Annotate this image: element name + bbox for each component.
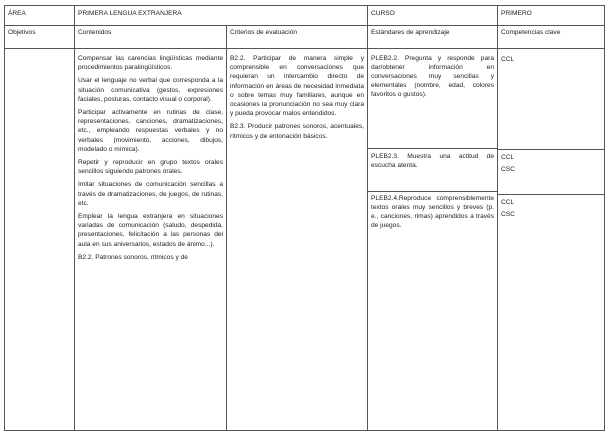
contenido-item: Usar el lenguaje no verbal que corresponda a la situación comunicativa (gestos, expresiones faciales, posturas, contacto visual o corporal). [78,77,223,103]
competencia-code: CSC [501,211,515,218]
competencia-group [498,54,604,150]
contenidos-cell [75,49,227,431]
area-label: ÁREA [5,6,75,26]
criterio-item: B2.3. Producir patrones sonoros, acentuales, rítmicos y de entonación básicos. [230,123,365,140]
estandares-cell [368,49,498,431]
competencia-code: CCL [501,56,515,63]
contenido-item: Imitar situaciones de comunicación sencillas a través de dramatizaciones, de juegos, de rutinas, etc. [78,181,223,207]
header-row [5,6,605,26]
col-competencias: Competencias clave [498,26,605,49]
col-contenidos: Contenidos [75,26,227,49]
estandar-item: PLEB2.3. Muestra una actitud de escucha atenta. [368,149,497,192]
estandar-item: PLEB2.4.Reproduce comprensiblemente textos orales muy sencillos y breves (p. e., canciones, rimas) aprendidos a través de juegos. [371,195,495,229]
criterio-item: B2.2. Participar de manera simple y comprensible en conversaciones que requieran un intercambio directo de información en áreas de necesidad inmediata o sobre temas muy familiares, aunque en ocasiones la pronunciación no sea muy clara y pueda provocar malos entendidos. [230,55,365,118]
contenido-item: Compensar las carencias lingüísticas mediante procedimientos paralingüísticos. [78,55,223,72]
criterios-cell [227,49,368,431]
col-criterios: Criterios de evaluación [227,26,368,49]
competencia-code: CCL [501,199,515,206]
column-header-row [5,26,605,49]
competencia-code: CSC [501,166,515,173]
table [4,5,605,431]
curriculum-table [4,5,604,429]
area-value: PRIMERA LENGUA EXTRANJERA [75,6,368,26]
competencia-code: CCL [501,154,515,161]
competencia-group [498,195,604,221]
contenido-item: Participar activamente en rutinas de clase, representaciones, canciones, dramatizaciones, etc., empleando respuestas verbales y no verbales (movimiento, acciones, dibujos, modelado o mímica). [78,109,223,153]
col-objetivos: Objetivos [5,26,75,49]
contenido-item: Emplear la lengua extranjera en situaciones variadas de comunicación (saludo, despedida, presentaciones, felicitación a las personas del aula en sus aniversarios, estados de ánimo...). [78,213,223,248]
col-estandares: Estándares de aprendizaje [368,26,498,49]
competencias-cell [498,49,605,431]
objetivos-cell [5,49,75,431]
estandar-item: PLEB2.2. Pregunta y responde para dar/obtener información en conversaciones muy sencillas y elementales (nombre, edad, colores favoritos o gustos). [368,54,497,149]
curso-value: PRIMERO [498,6,605,26]
contenido-item: B2.2. Patrones sonoros, rítmicos y de [78,253,188,261]
curso-label: CURSO [368,6,498,26]
contenido-item: Repetir y reproducir en grupo textos orales sencillos siguiendo patrones orales. [78,159,223,176]
content-row [5,49,605,431]
competencia-group [498,150,604,195]
